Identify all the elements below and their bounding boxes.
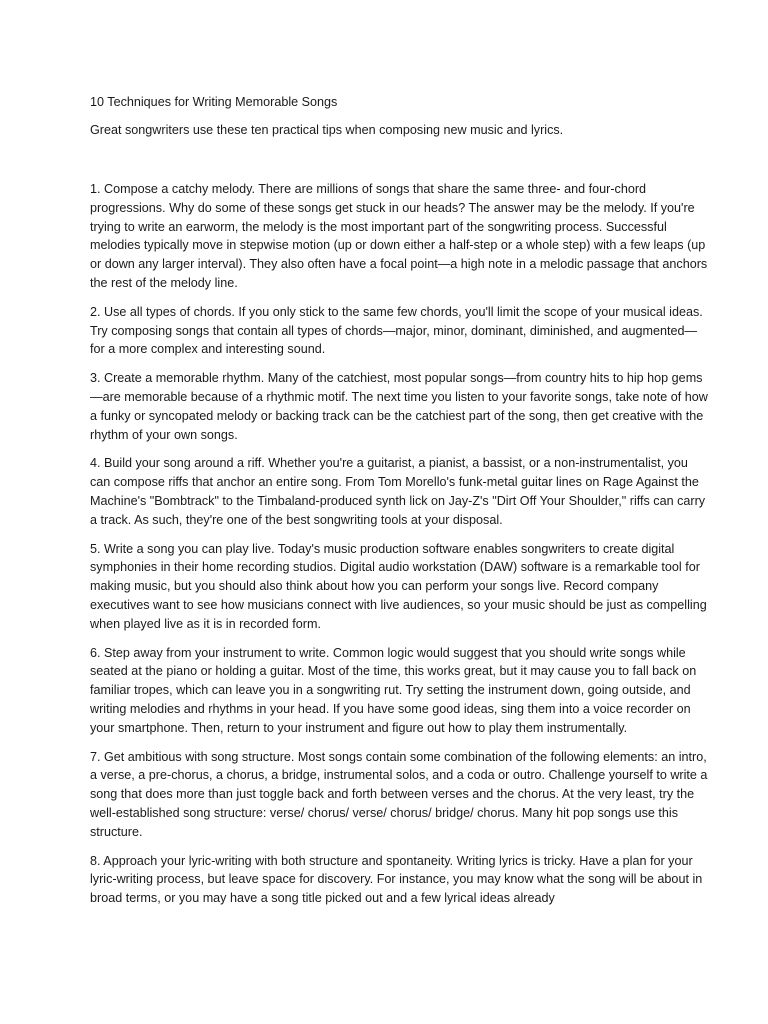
tip-paragraph-8: 8. Approach your lyric-writing with both structure and spontaneity. Writing lyrics is tricky. Have a plan for your lyric-writing process, but leave space for discovery. For instance, you may know what the song will be about in broad terms, or you may have a song title picked out and a few lyrical ideas already xyxy=(90,853,703,906)
intro-paragraph: Great songwriters use these ten practical tips when composing new music and lyrics. xyxy=(90,123,564,137)
tip-paragraph-6: 6. Step away from your instrument to write. Common logic would suggest that you should write songs while seated at the piano or holding a guitar. Most of the time, this works great, but it may cause you to fall back on familiar tropes, which can leave you in a songwriting rut. Try setting the instrument down, going outside, and writing melodies and rhythms in your head. If you have some good ideas, sing them into a voice recorder on your smartphone. Then, return to your instrument and figure out how to play them instrumentally. xyxy=(90,645,697,735)
tip-paragraph-1: 1. Compose a catchy melody. There are millions of songs that share the same three- and four-chord progressions. Why do some of these songs get stuck in our heads? The answer may be the melody. If you're trying to write an earworm, the melody is the most important part of the songwriting process. Successful melodies typically move in stepwise motion (up or down either a half-step or a whole step) with a few leaps (up or down any larger interval). They also often have a focal point—a high note in a melodic passage that anchors the rest of the melody line. xyxy=(90,182,708,290)
tips-list xyxy=(90,180,708,918)
tip-paragraph-3: 3. Create a memorable rhythm. Many of the catchiest, most popular songs—from country hits to hip hop gems—are memorable because of a rhythmic motif. The next time you listen to your favorite songs, take note of how a funky or syncopated melody or backing track can be the catchiest part of the song, then get creative with the rhythm of your own songs. xyxy=(90,371,708,442)
document-title: 10 Techniques for Writing Memorable Songs xyxy=(90,95,338,109)
tip-paragraph-2: 2. Use all types of chords. If you only stick to the same few chords, you'll limit the scope of your musical ideas. Try composing songs that contain all types of chords—major, minor, dominant, diminished, and augmented—for a more complex and interesting sound. xyxy=(90,304,703,357)
tip-paragraph-4: 4. Build your song around a riff. Whether you're a guitarist, a pianist, a bassist, or a non-instrumentalist, you can compose riffs that anchor an entire song. From Tom Morello's funk-metal guitar lines on Rage Against the Machine's "Bombtrack" to the Timbaland-produced synth lick on Jay-Z's "Dirt Off Your Shoulder," riffs can carry a track. As such, they're one of the best songwriting tools at your disposal. xyxy=(90,456,706,527)
tip-paragraph-7: 7. Get ambitious with song structure. Most songs contain some combination of the following elements: an intro, a verse, a pre-chorus, a chorus, a bridge, instrumental solos, and a coda or outro. Challenge yourself to write a song that does more than just toggle back and forth between verses and the chorus. At the very least, try the well-established song structure: verse/ chorus/ verse/ chorus/ bridge/ chorus. Many hit pop songs use this structure. xyxy=(90,749,708,839)
tip-paragraph-5: 5. Write a song you can play live. Today's music production software enables songwriters to create digital symphonies in their home recording studios. Digital audio workstation (DAW) software is a remarkable tool for making music, but you should also think about how you can perform your songs live. Record company executives want to see how musicians connect with live audiences, so your music should be just as compelling when played live as it is in recorded form. xyxy=(90,541,707,631)
